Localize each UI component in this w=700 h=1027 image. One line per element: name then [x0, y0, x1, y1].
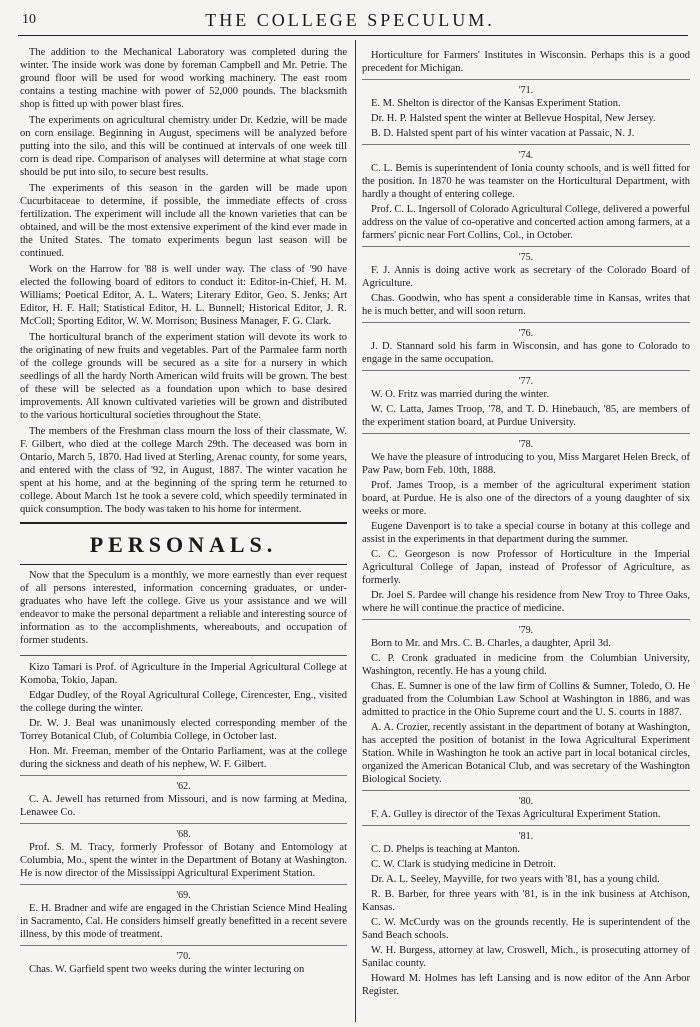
personal-item: W. O. Fritz was married during the winter.	[371, 389, 550, 400]
personal-item: Dr. H. P. Halsted spent the winter at Bellevue Hospital, New Jersey.	[371, 113, 656, 124]
news-paragraph: The addition to the Mechanical Laboratory was completed during the winter. The inside work was done by foreman Campbell and Mr. Petrie. The ground floor will be used for wood working machinery. The east room contains a testing machine with power of 52,000 pounds. The blacksmith shop is fitted up with power blast fires.	[20, 47, 347, 110]
personal-entry-group	[362, 145, 690, 247]
personal-item: B. D. Halsted spent part of his winter vacation at Passaic, N. J.	[371, 128, 635, 139]
class-year-label: '69.	[176, 890, 191, 901]
class-year-label: '68.	[176, 829, 191, 840]
personal-item: Chas. Goodwin, who has spent a considerable time in Kansas, writes that he is much better, and will soon return.	[362, 293, 690, 317]
page-header	[0, 6, 700, 32]
personals-entries-right	[362, 46, 690, 1002]
personal-item: E. H. Bradner and wife are engaged in the Christian Science Mind Healing in Sacramento, Cal. He considers himself greatly benefitted in a recent severe illness, by this mode of treatment.	[20, 903, 347, 940]
personal-item: C. P. Cronk graduated in medicine from the Columbian University, Washington, recently. He has a young child.	[362, 653, 690, 677]
personal-item: Howard M. Holmes has left Lansing and is now editor of the Ann Arbor Register.	[362, 973, 690, 997]
class-year-label: '74.	[518, 150, 534, 161]
personal-item: F. J. Annis is doing active work as secretary of the Colorado Board of Agriculture.	[362, 265, 690, 289]
personals-entries-left	[20, 658, 347, 980]
personal-item: Eugene Davenport is to take a special course in botany at this college and assist in the experiments in that department during the summer.	[362, 521, 690, 545]
class-year-label: '76.	[518, 328, 534, 339]
personal-entry-group	[362, 620, 690, 791]
class-year-label: '70.	[176, 951, 191, 962]
news-items	[20, 46, 347, 516]
personal-entry-group	[20, 885, 347, 946]
personal-entry-group	[20, 658, 347, 776]
personal-entry-group	[362, 247, 690, 323]
personal-item: Born to Mr. and Mrs. C. B. Charles, a daughter, April 3d.	[371, 638, 611, 649]
personal-item: C. C. Georgeson is now Professor of Horticulture in the Imperial Agricultural College of Japan, instead of Professor of Agriculture, as formerly.	[362, 549, 690, 586]
personal-item: Hon. Mr. Freeman, member of the Ontario Parliament, was at the college during the sickness and death of his nephew, W. F. Gilbert.	[20, 746, 347, 770]
personal-item: C. D. Phelps is teaching at Manton.	[371, 844, 521, 855]
personal-item: C. W. Clark is studying medicine in Detroit.	[371, 859, 556, 870]
personal-item: C. A. Jewell has returned from Missouri, and is now farming at Medina, Lenawee Co.	[20, 794, 347, 818]
personal-item: Edgar Dudley, of the Royal Agricultural College, Cirencester, Eng., visited the college during the winter.	[20, 690, 347, 714]
personal-item: Dr. Joel S. Pardee will change his residence from New Troy to Three Oaks, where he will continue the practice of medicine.	[362, 590, 690, 614]
personal-entry-group	[362, 371, 690, 434]
personal-entry-group	[362, 434, 690, 620]
personal-item: We have the pleasure of introducing to you, Miss Margaret Helen Breck, of Paw Paw, born Feb. 10th, 1888.	[362, 452, 690, 476]
personal-entry-group	[362, 46, 690, 80]
personal-item: E. M. Shelton is director of the Kansas Experiment Station.	[371, 98, 621, 109]
personal-item: F. A. Gulley is director of the Texas Agricultural Experiment Station.	[371, 809, 661, 820]
personal-item: C. L. Bemis is superintendent of Ionia county schools, and is well fitted for the position. In 1870 he was teamster on the Horticultural Department, with hardly a thought of entering college.	[362, 163, 690, 200]
personal-item: Chas. E. Sumner is one of the law firm of Collins & Sumner, Toledo, O. He graduated from the Columbian Law School at Washington in 1886, and was admitted to practice in the Ohio Supreme court and the U. S. courts in 1887.	[362, 681, 690, 718]
section-title: PERSONALS.	[89, 532, 278, 557]
personal-entry-group	[362, 791, 690, 826]
column-divider	[355, 40, 356, 1022]
personal-entry-group	[20, 824, 347, 885]
header-rule	[18, 35, 688, 36]
news-paragraph: The experiments of this season in the garden will be made upon Cucurbitaceae to determine, if possible, the immediate effects of cross fertilization. The experiment will include all the known varieties that can be obtained, and will be the most extensive experiment of the kind ever made in the United States. The tomato experiments begun last season will be continued.	[20, 183, 347, 259]
masthead-title: THE COLLEGE SPECULUM.	[205, 10, 495, 30]
personal-item: Dr. W. J. Beal was unanimously elected corresponding member of the Torrey Botanical Club, of Columbia College, in October last.	[20, 718, 347, 742]
news-paragraph: The horticultural branch of the experiment station will devote its work to the originating of new fruits and vegetables. Part of the Parmalee farm north of the college grounds will be secured as a site for a nursery in which seedlings of all the hardy North American wild fruits will be grown. The best of these will be selected as a foundation upon which to base desired improvements. All known cultivated varieties will be grown and distributed to the various horticultural societies throughout the State.	[20, 332, 347, 421]
class-year-label: '78.	[518, 439, 534, 450]
personal-entry-group	[20, 946, 347, 980]
personal-entry-group	[362, 80, 690, 145]
personal-item: W. C. Latta, James Troop, '78, and T. D. Hinebauch, '85, are members of the experiment station board, at Purdue University.	[362, 404, 690, 428]
left-column	[20, 46, 347, 1021]
personal-item: R. B. Barber, for three years with '81, is in the ink business at Atchison, Kansas.	[362, 889, 690, 913]
intro-paragraph: Now that the Speculum is a monthly, we more earnestly than ever request of all persons interested, information concerning graduates, or under-graduates who have left the college. Give us your assistance and we will endeavor to make the personal department a reliable and interesting source of information as to the accomplishments, whereabouts, and occupation of former students.	[20, 570, 347, 646]
news-paragraph: The experiments on agricultural chemistry under Dr. Kedzie, will be made on corn ensilage. Beginning in August, specimens will be analyzed before putting into the silo, and this will be continued at intervals of one week till corn is dead ripe. Comparison of analyses will determine at what stage corn should be put into silo, to secure best results.	[20, 115, 347, 178]
personal-item: J. D. Stannard sold his farm in Wisconsin, and has gone to Colorado to engage in the same occupation.	[362, 341, 690, 365]
personal-item: Prof. C. L. Ingersoll of Colorado Agricultural College, delivered a powerful address on the value of co-operative and concerted action among farmers, at a farmers' picnic near Fort Collins, Col., in October.	[362, 204, 690, 241]
personal-item: A. A. Crozier, recently assistant in the department of botany at Washington, has accepted the position of botanist in the Iowa Agricultural Experiment Station. While in Washington he took an active part in local botanical circles, organized the American Botanical Club, and was secretary of the Washington Biological Society.	[362, 722, 690, 785]
class-year-label: '80.	[518, 796, 534, 807]
page-number: 10	[22, 12, 36, 27]
personal-entry-group	[362, 323, 690, 371]
class-year-label: '79.	[518, 625, 534, 636]
personal-item: Chas. W. Garfield spent two weeks during the winter lecturing on	[29, 964, 305, 975]
class-year-label: '77.	[518, 376, 534, 387]
personal-entry-group	[20, 776, 347, 824]
personal-item: W. H. Burgess, attorney at law, Croswell, Mich., is prosecuting attorney of Sanilac county.	[362, 945, 690, 969]
personal-item: Prof. James Troop, is a member of the agricultural experiment station board, at Purdue. He is also one of the directors of a young daughter of six weeks or more.	[362, 480, 690, 517]
section-rule-bottom	[20, 564, 347, 565]
class-year-label: '62.	[176, 781, 191, 792]
personal-item: Prof. S. M. Tracy, formerly Professor of Botany and Entomology at Columbia, Mo., spent the winter in the Department of Botany at Washington. He is now director of the Mississippi Agricultural Experiment Station.	[20, 842, 347, 879]
personal-entry-group	[362, 826, 690, 1002]
class-year-label: '81.	[518, 831, 534, 842]
class-year-label: '71.	[518, 85, 534, 96]
news-paragraph: The members of the Freshman class mourn the loss of their classmate, W. F. Gilbert, who died at the college March 29th. The deceased was born in Ontario, March 5, 1870. Had lived at Sterling, Arenac county, for some years, and entered with the class of '92, in August, 1887. The winter vacation he spent at his home, and at the beginning of the spring term he returned to college. About March 1st he took a severe cold, which speedily terminated in quick consumption. The body was taken to his home for interment.	[20, 426, 347, 515]
personal-item: C. W. McCurdy was on the grounds recently. He is superintendent of the Sand Beach schools.	[362, 917, 690, 941]
personal-item: Dr. A. L. Seeley, Mayville, for two years with '81, has a young child.	[371, 874, 660, 885]
personal-item: Kizo Tamari is Prof. of Agriculture in the Imperial Agricultural College at Komoba, Tokio, Japan.	[20, 662, 347, 686]
section-rule-top	[20, 522, 347, 524]
personals-intro	[20, 569, 347, 656]
news-paragraph: Work on the Harrow for '88 is well under way. The class of '90 have elected the following board of editors to conduct it: Editor-in-Chief, H. M. Williams; Poetical Editor, A. L. Waters; Literary Editor, Geo. S. Jenks; Art Editor, H. F. Hall; Statistical Editor, H. L. Bunnell; Historical Editor, J. R. McColl; Sporting Editor, W. W. Morrison; Business Manager, F. G. Clark.	[20, 264, 347, 327]
personal-item: Horticulture for Farmers' Institutes in Wisconsin. Perhaps this is a good precedent for Michigan.	[362, 50, 690, 74]
right-column	[362, 46, 690, 1021]
class-year-label: '75.	[518, 252, 534, 263]
